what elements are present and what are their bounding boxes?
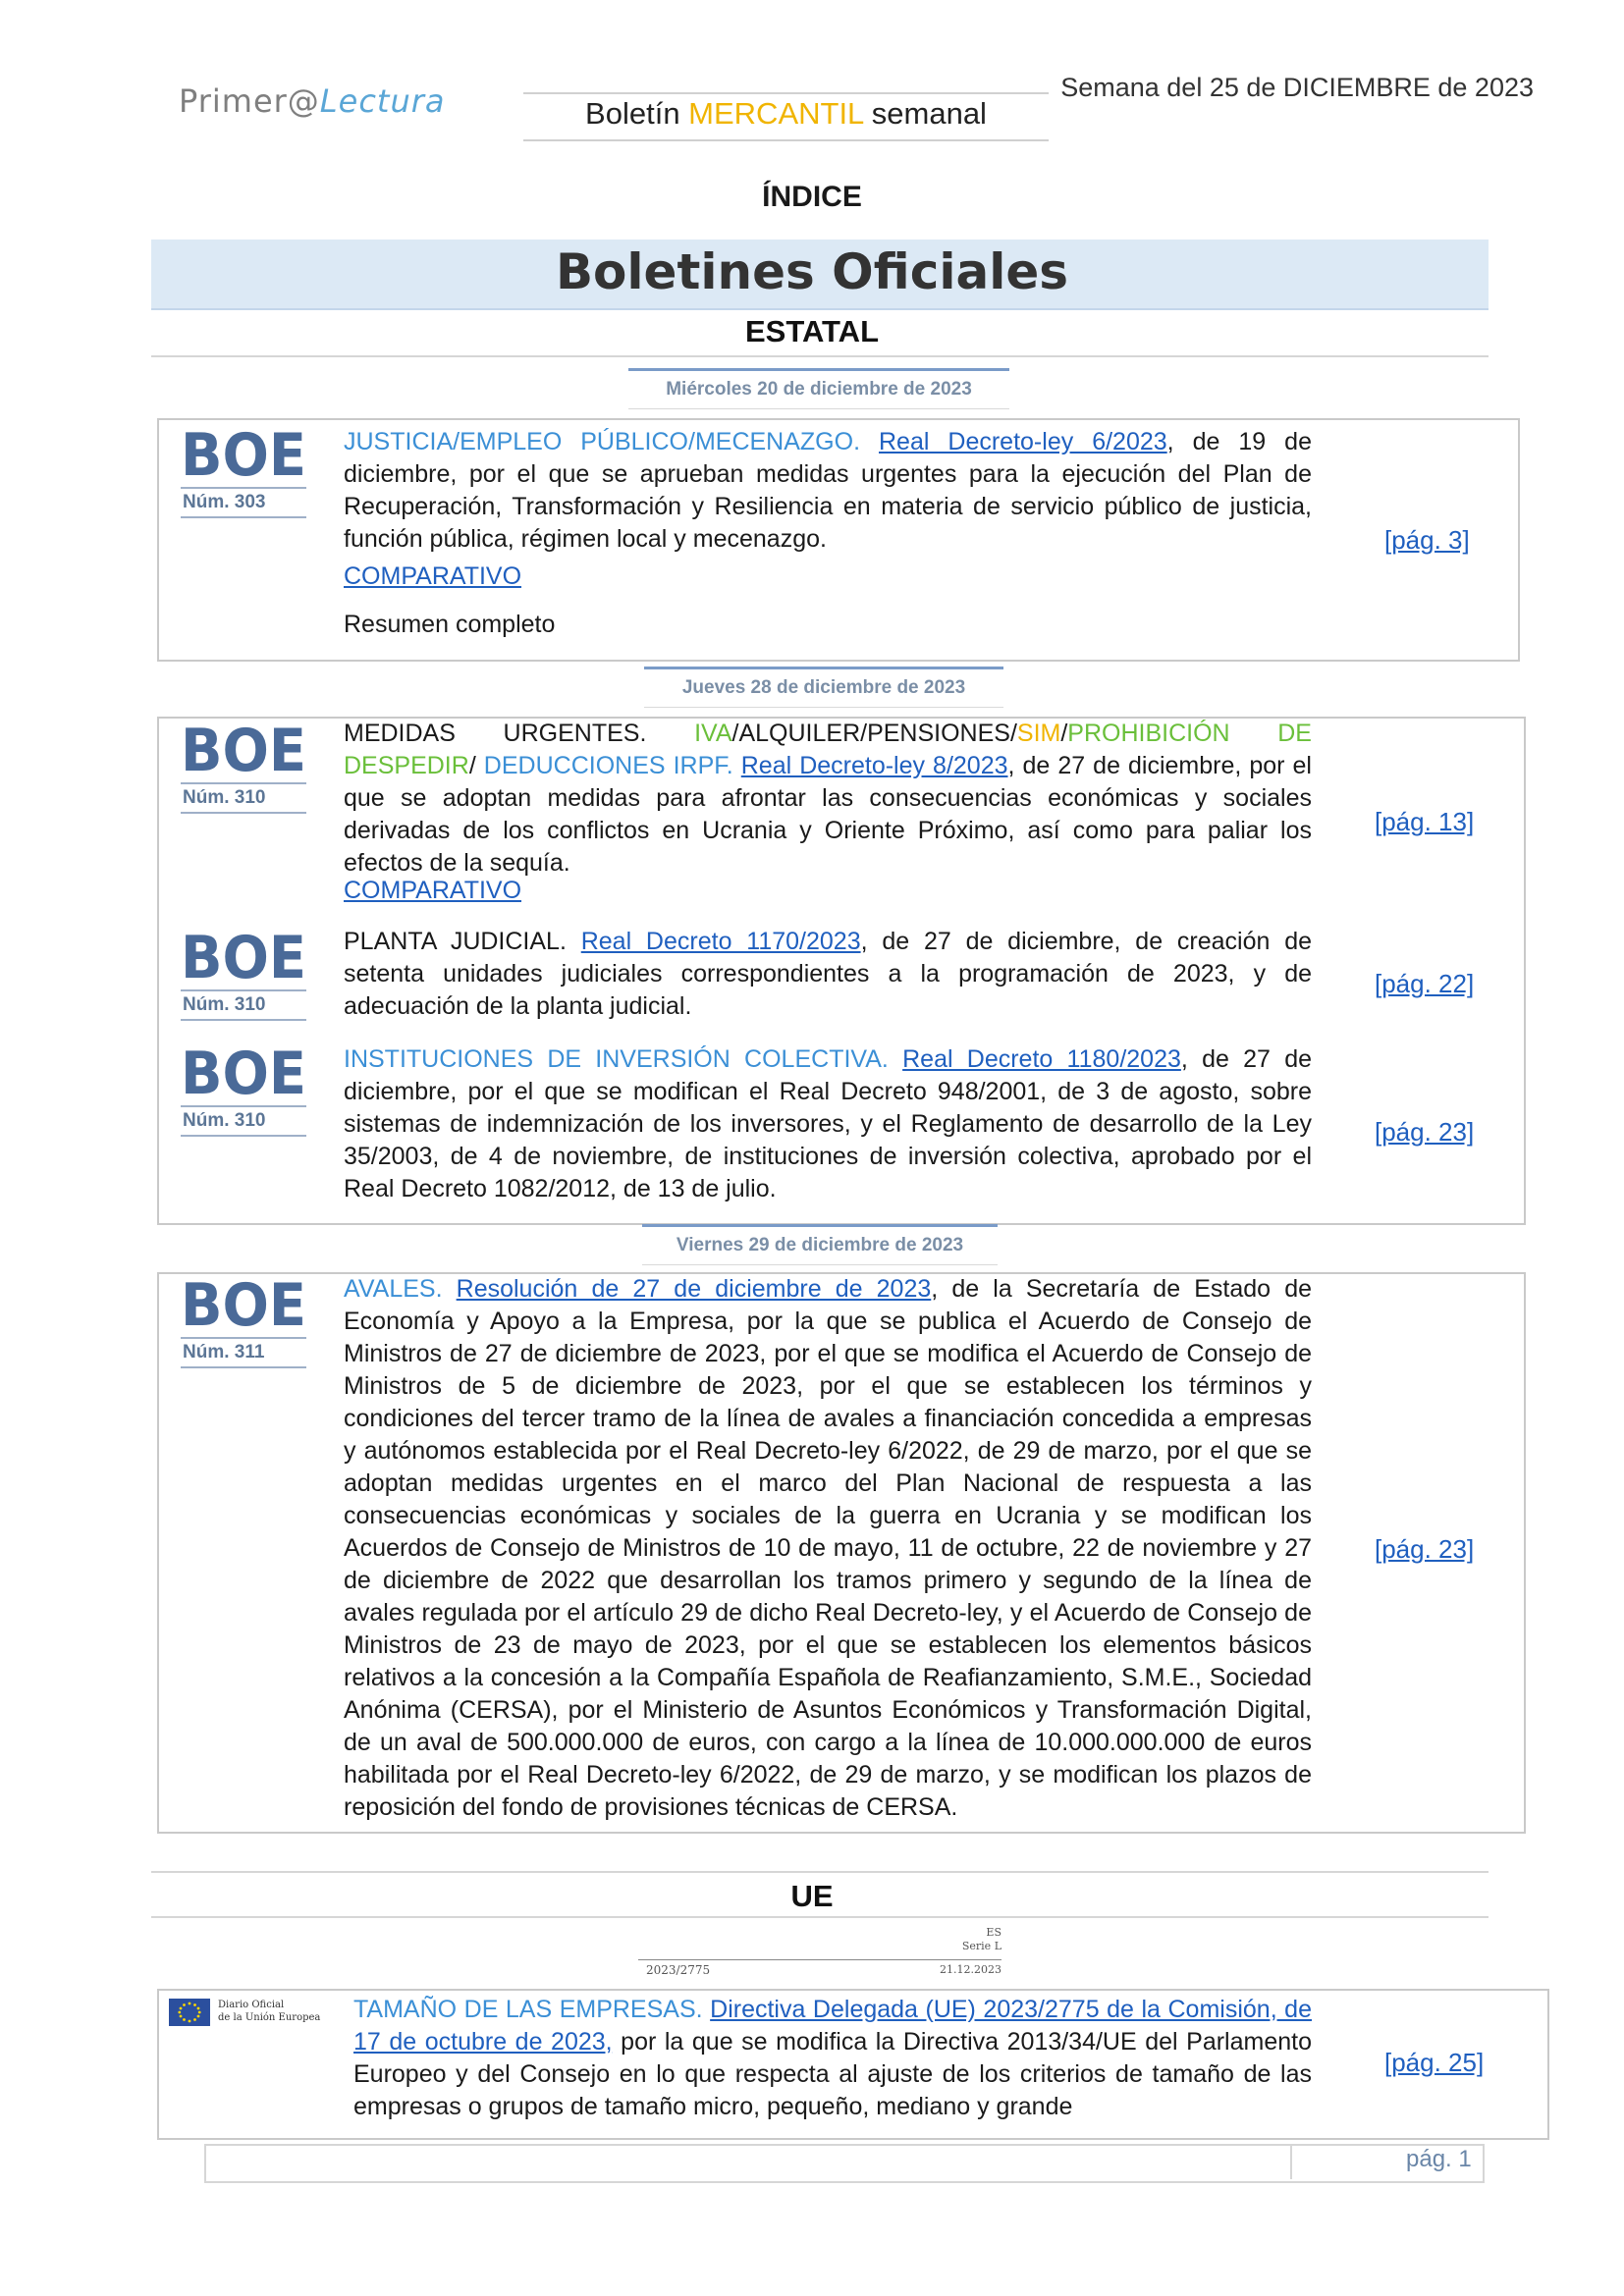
footer-page-number: pág. 1 bbox=[1406, 2146, 1472, 2172]
boe-logo-icon bbox=[181, 1276, 306, 1331]
bulletin-bottom-rule bbox=[523, 139, 1049, 141]
boe-badge bbox=[181, 1044, 306, 1137]
logo-line1: Diario Oficial bbox=[218, 2000, 285, 2010]
date-tab: Miércoles 20 de diciembre de 2023 bbox=[628, 368, 1009, 409]
entry-description: , de 27 de diciembre, por el que se modifican el Real Decreto 948/2001, de 3 de agosto, sobre sistemas de indemnización de los inversores, y el Reglamento de desarrollo de la Ley 35/2003, de 4 de noviembre, de instituciones de inversión colectiva, aprobado por el Real Decreto 1082/2012, de 13 de julio. bbox=[344, 1045, 1312, 1202]
footer-box bbox=[204, 2144, 1485, 2183]
week-label: Semana del 25 de DICIEMBRE de 2023 bbox=[1060, 73, 1534, 102]
brand-part2: Lectura bbox=[319, 82, 446, 120]
entry-description: , de la Secretaría de Estado de Economía y Apoyo a la Empresa, por la que se publica el Acuerdo de Consejo de Ministros de 27 de diciembre de 2023, por el que se modifica el Acuerdo de Consejo de Ministros de 5 de diciembre de 2023, por el que se establecen los términos y condiciones del tercer tramo de la línea de avales a financiación concedida a empresas y autónomos establecida por el Real Decreto-ley 6/2022, de 29 de marzo, por el que se adoptan medidas urgentes en el marco del Plan Nacional de respuesta a las consecuencias económicas y sociales de la guerra en Ucrania y se modifican los Acuerdos de Consejo de Ministros de 10 de mayo, 11 de octubre, 22 de noviembre y 27 de diciembre de 2022 que desarrollan los tramos primero y segundo de la línea de avales regulada por el artículo 29 de dicho Real Decreto-ley, y el Acuerdo de Consejo de Ministros de 23 de mayo de 2023, por el que se establecen los elementos básicos relativos a la concesión a la Compañía Española de Reafianzamiento, S.M.E., Sociedad Anónima (CERSA), por el Ministerio de Asuntos Económicos y Transformación Digital, de un aval de 500.000.000 de euros, con cargo a la línea de 10.000.000.000 de euros habilitada por el Real Decreto-ley 6/2022, de 29 de marzo, y se modifican los plazos de reposición del fondo de provisiones técnicas de CERSA. bbox=[344, 1275, 1312, 1821]
entry-topic: JUSTICIA/EMPLEO PÚBLICO/MECENAZGO. bbox=[344, 428, 861, 455]
boe-number: Núm. 310 bbox=[181, 1105, 306, 1137]
doj-header-snippet bbox=[638, 1926, 1001, 1977]
section-title-ue: UE bbox=[790, 1879, 834, 1913]
topic-part: /ALQUILER/PENSIONES/ bbox=[731, 720, 1017, 747]
comparativo-link[interactable]: COMPARATIVO bbox=[344, 562, 522, 590]
footer-divider bbox=[1290, 2144, 1292, 2179]
boe-logo-icon bbox=[181, 1044, 306, 1099]
entry-topic-part: MEDIDAS URGENTES. bbox=[344, 720, 695, 747]
bulletin-suffix: semanal bbox=[863, 96, 987, 131]
entry-topic: AVALES. bbox=[344, 1275, 443, 1303]
boe-number: Núm. 311 bbox=[181, 1337, 306, 1368]
page-ref bbox=[1375, 807, 1474, 837]
eu-journal-logo bbox=[169, 1997, 322, 2028]
page-link[interactable]: [pág. 25] bbox=[1384, 2048, 1485, 2077]
page-ref bbox=[1375, 969, 1474, 999]
entry-text bbox=[344, 1043, 1312, 1205]
decree-link[interactable]: Real Decreto 1180/2023 bbox=[902, 1045, 1181, 1073]
brand-part1: Primer@ bbox=[179, 82, 320, 120]
doj-series: Serie L bbox=[961, 1940, 1001, 1952]
entry-topic: PLANTA JUDICIAL. bbox=[344, 928, 567, 955]
page-link[interactable]: [pág. 13] bbox=[1375, 807, 1475, 836]
doj-code: 2023/2775 bbox=[646, 1963, 711, 1977]
entry-topic: INSTITUCIONES DE INVERSIÓN COLECTIVA. bbox=[344, 1045, 889, 1073]
date-tab: Viernes 29 de diciembre de 2023 bbox=[642, 1224, 998, 1265]
section-rule bbox=[151, 355, 1489, 357]
doj-date: 21.12.2023 bbox=[940, 1963, 1001, 1976]
eu-flag-icon bbox=[169, 1999, 210, 2026]
topic-part: / bbox=[468, 752, 484, 779]
entry-text bbox=[344, 718, 1312, 880]
banner-title: Boletines Oficiales bbox=[555, 243, 1069, 300]
page-link[interactable]: [pág. 23] bbox=[1375, 1534, 1475, 1564]
boe-number: Núm. 310 bbox=[181, 782, 306, 814]
bulletin-highlight: MERCANTIL bbox=[688, 96, 864, 131]
page-link[interactable]: [pág. 23] bbox=[1375, 1117, 1475, 1147]
svg-text:BOE: BOE bbox=[181, 426, 306, 481]
entry-description: , de 19 de diciembre, por el que se aprueban medidas urgentes para la ejecución del Plan de Recuperación, Transformación y Resiliencia en materia de servicio público de justicia, función pública, régimen local y mecenazgo. bbox=[344, 428, 1312, 553]
comparativo-wrap bbox=[344, 877, 521, 905]
topic-sim: SIM bbox=[1016, 720, 1061, 747]
page-ref bbox=[1384, 2048, 1484, 2078]
page-ref bbox=[1375, 1534, 1474, 1565]
page-ref bbox=[1375, 1117, 1474, 1148]
entry-text bbox=[344, 426, 1312, 556]
svg-text:BOE: BOE bbox=[181, 1044, 306, 1099]
boe-badge bbox=[181, 929, 306, 1021]
entry-text bbox=[344, 1273, 1312, 1824]
decree-link[interactable]: Real Decreto-ley 8/2023 bbox=[740, 752, 1008, 779]
entry-topic: TAMAÑO DE LAS EMPRESAS. bbox=[353, 1996, 703, 2023]
entry-text bbox=[353, 1994, 1312, 2123]
doj-rule bbox=[638, 1959, 1001, 1960]
svg-text:BOE: BOE bbox=[181, 721, 306, 776]
boe-logo-icon bbox=[181, 426, 306, 481]
topic-despido: PROHIBICIÓN DE DESPEDIR bbox=[344, 720, 1312, 779]
section-title-estatal: ESTATAL bbox=[744, 314, 880, 348]
doj-lang: ES bbox=[986, 1926, 1001, 1939]
decree-link[interactable]: Real Decreto 1170/2023 bbox=[580, 928, 861, 955]
page-link[interactable]: [pág. 3] bbox=[1384, 525, 1470, 555]
decree-link[interactable]: Real Decreto-ley 6/2023 bbox=[879, 428, 1167, 455]
topic-part: / bbox=[1060, 720, 1068, 747]
date-tab: Jueves 28 de diciembre de 2023 bbox=[644, 667, 1003, 708]
directive-link[interactable]: Directiva Delegada (UE) 2023/2775 de la Comisión, de 17 de octubre de 2023, bbox=[353, 1996, 1312, 2056]
entry-text bbox=[344, 926, 1312, 1023]
bulletin-top-rule bbox=[523, 92, 1049, 94]
resumen-completo: Resumen completo bbox=[344, 611, 556, 638]
entry-description: , de 27 de diciembre, por el que se adoptan medidas para afrontar las consecuencias económicas y sociales derivadas de los conflictos en Ucrania y Oriente Próximo, así como para paliar los efectos de la sequía. bbox=[344, 752, 1312, 877]
page-ref bbox=[1384, 525, 1470, 556]
index-title: ÍNDICE bbox=[762, 181, 862, 213]
topic-irpf: DEDUCCIONES IRPF. bbox=[483, 752, 733, 779]
decree-link[interactable]: Resolución de 27 de diciembre de 2023 bbox=[456, 1275, 932, 1303]
section-rule bbox=[151, 1871, 1489, 1873]
boe-logo-icon bbox=[181, 721, 306, 776]
page-link[interactable]: [pág. 22] bbox=[1375, 969, 1475, 998]
svg-text:BOE: BOE bbox=[181, 1276, 306, 1331]
comparativo-wrap bbox=[344, 562, 521, 591]
boe-badge bbox=[181, 721, 306, 814]
boe-badge bbox=[181, 1276, 306, 1368]
brand-logo bbox=[179, 82, 446, 120]
boe-logo-icon bbox=[181, 929, 306, 984]
boe-badge bbox=[181, 426, 306, 518]
entry-description: por la que se modifica la Directiva 2013/34/UE del Parlamento Europeo y del Consejo en lo que respecta al ajuste de los criterios de tamaño de las empresas o grupos de tamaño micro, pequeño, mediano y grande bbox=[353, 2028, 1312, 2120]
bulletin-title bbox=[523, 96, 1049, 132]
section-rule bbox=[151, 1916, 1489, 1918]
topic-iva: IVA bbox=[694, 720, 732, 747]
entry-description: , de 27 de diciembre, de creación de setenta unidades judiciales correspondientes a la programación de 2023, y de adecuación de la planta judicial. bbox=[344, 928, 1313, 1020]
boe-number: Núm. 310 bbox=[181, 989, 306, 1021]
comparativo-link[interactable]: COMPARATIVO bbox=[344, 877, 522, 904]
logo-line2: de la Unión Europea bbox=[218, 2012, 321, 2023]
boe-number: Núm. 303 bbox=[181, 487, 306, 518]
svg-text:BOE: BOE bbox=[181, 929, 306, 984]
bulletin-prefix: Boletín bbox=[585, 96, 689, 131]
